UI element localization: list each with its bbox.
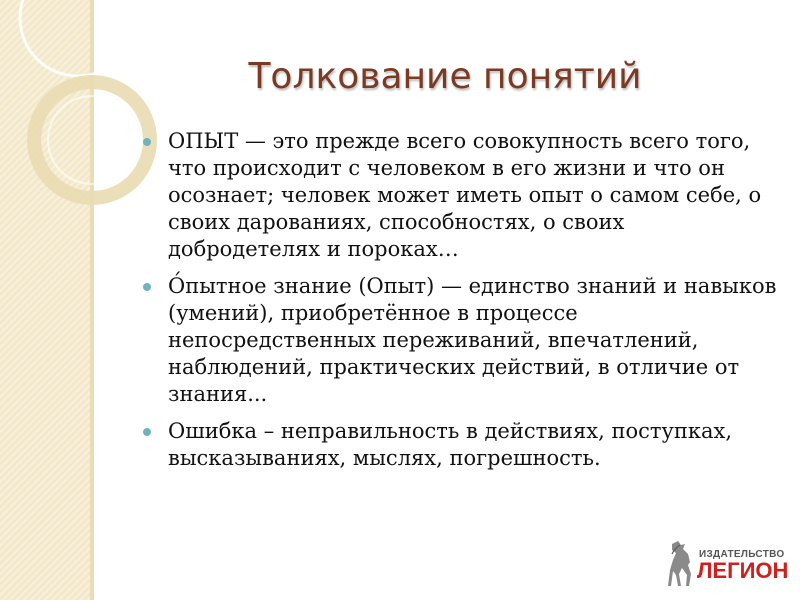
slide-title: Толкование понятий (248, 56, 642, 97)
bullet-text: Ошибка – неправильность в действиях, поступках, высказываниях, мыслях, погрешность. (168, 419, 733, 470)
bullet-text: ОПЫТ — это прежде всего совокупность всего того, что происходит с человеком в его жизни и что он осознает; человек может иметь опыт о самом себе, о своих дарованиях, способностях, о своих добродетелях и пороках… (168, 129, 762, 261)
logo-publisher-name: ЛЕГИОН (697, 558, 789, 583)
bullet-text: О́пытное знание (Опыт) — единство знаний и навыков (умений), приобретённое в процессе непосредственных переживаний, впечатлений, наблюдений, практических действий, в отличие от знания... (168, 274, 777, 406)
decorative-circles (0, 0, 160, 220)
bullet-dot-icon (143, 138, 151, 146)
bullet-dot-icon (143, 283, 151, 291)
bullet-dot-icon (143, 428, 151, 436)
bullet-list (140, 128, 780, 482)
horse-icon (666, 540, 698, 588)
bullet-item-mistake (140, 418, 780, 472)
publisher-logo (666, 540, 790, 588)
bullet-item-experience (140, 128, 780, 263)
bullet-item-experiential-knowledge (140, 273, 780, 408)
logo-publisher-label: ИЗДАТЕЛЬСТВО (699, 549, 785, 560)
